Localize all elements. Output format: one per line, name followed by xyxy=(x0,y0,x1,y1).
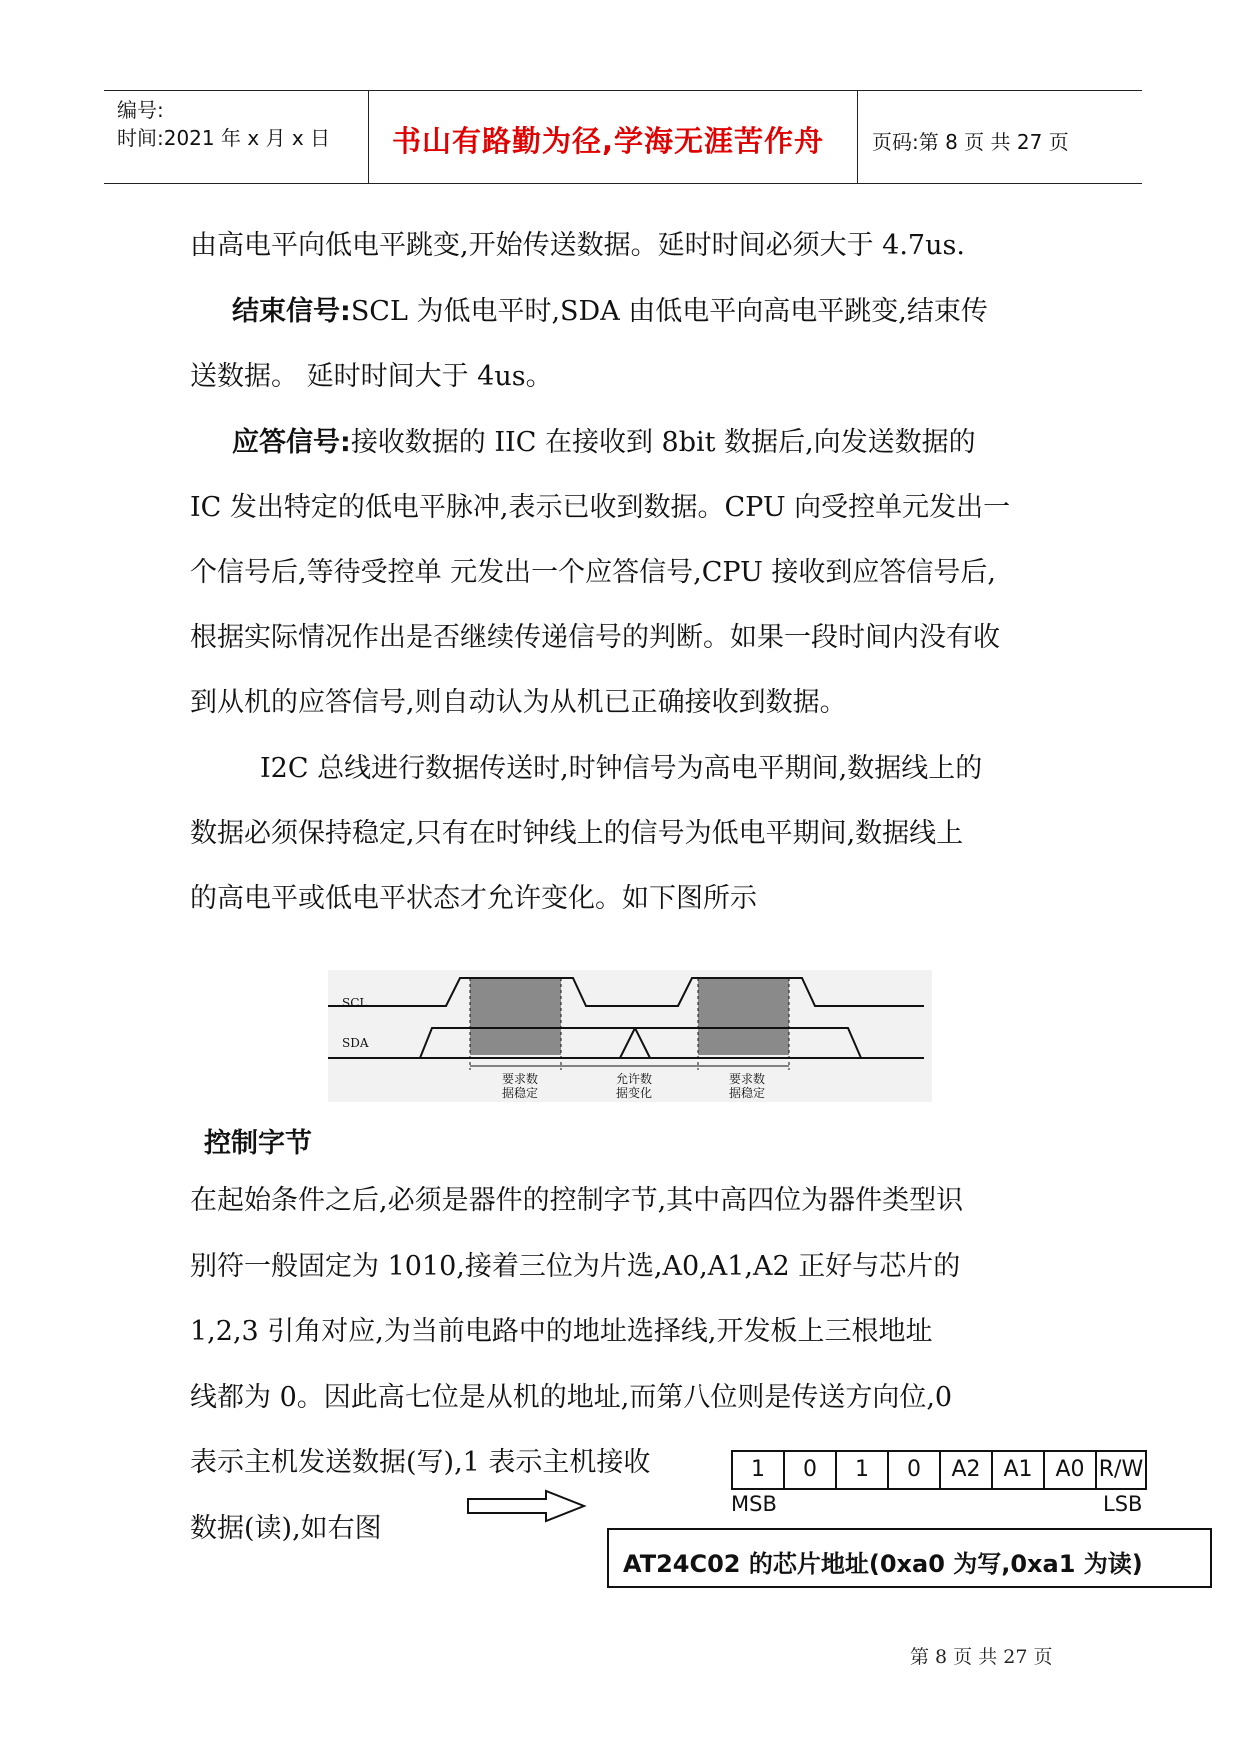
bit-cell: A0 xyxy=(1043,1450,1097,1490)
body-line xyxy=(232,429,976,456)
sda-label: SDA xyxy=(342,1036,369,1050)
body-text: SCL 为低电平时,SDA 由低电平向高电平跳变,结束传 xyxy=(350,296,988,327)
body-line: 表示主机发送数据(写),1 表示主机接收 xyxy=(190,1447,651,1478)
header-divider-left xyxy=(368,90,369,184)
sda-waveform-a xyxy=(328,1028,924,1058)
bit-cell: R/W xyxy=(1095,1450,1147,1490)
body-line: 的高电平或低电平状态才允许变化。如下图所示 xyxy=(190,883,757,914)
chip-address-caption-box xyxy=(607,1528,1212,1588)
stable-region-2 xyxy=(698,978,789,1055)
bit-cell: A1 xyxy=(991,1450,1045,1490)
i2c-timing-figure xyxy=(328,970,932,1102)
bit-cell: A2 xyxy=(939,1450,993,1490)
body-line: 在起始条件之后,必须是器件的控制字节,其中高四位为器件类型识 xyxy=(190,1185,964,1216)
header-page-label: 页码:第 8 页 共 27 页 xyxy=(872,130,1069,154)
control-byte-bits xyxy=(731,1450,1151,1490)
bit-cell: 1 xyxy=(835,1450,889,1490)
note-stable-2: 要求数 据稳定 xyxy=(728,1072,765,1100)
header-divider-right xyxy=(857,90,858,184)
body-line: 线都为 0。因此高七位是从机的地址,而第八位则是传送方向位,0 xyxy=(190,1382,953,1413)
note-stable-1: 要求数 据稳定 xyxy=(501,1072,538,1100)
body-line: 由高电平向低电平跳变,开始传送数据。延时时间必须大于 4.7us. xyxy=(190,230,965,261)
term-end-signal: 结束信号: xyxy=(232,296,351,327)
body-text: 接收数据的 IIC 在接收到 8bit 数据后,向发送数据的 xyxy=(350,427,976,458)
arrow-right-icon xyxy=(466,1489,588,1523)
scl-label: SCL xyxy=(342,996,368,1010)
body-line: 1,2,3 引角对应,为当前电路中的地址选择线,开发板上三根地址 xyxy=(190,1316,933,1347)
header-motto: 书山有路勤为径,学海无涯苦作舟 xyxy=(392,124,825,158)
body-line: IC 发出特定的低电平脉冲,表示已收到数据。CPU 向受控单元发出一 xyxy=(190,492,1011,523)
scl-waveform xyxy=(328,978,924,1006)
body-line: I2C 总线进行数据传送时,时钟信号为高电平期间,数据线上的 xyxy=(260,753,983,784)
bit-cell: 1 xyxy=(731,1450,785,1490)
body-line xyxy=(232,298,988,325)
body-line: 数据(读),如右图 xyxy=(190,1513,382,1544)
header-code-label: 编号: xyxy=(117,98,164,122)
header-bottom-rule xyxy=(104,183,1142,184)
body-line: 送数据。 延时时间大于 4us。 xyxy=(190,361,553,392)
term-ack-signal: 应答信号: xyxy=(232,427,351,458)
body-line: 数据必须保持稳定,只有在时钟线上的信号为低电平期间,数据线上 xyxy=(190,818,964,849)
header-top-rule xyxy=(104,90,1142,91)
body-line: 个信号后,等待受控单 元发出一个应答信号,CPU 接收到应答信号后, xyxy=(190,557,997,588)
bit-cell: 0 xyxy=(887,1450,941,1490)
body-line: 根据实际情况作出是否继续传递信号的判断。如果一段时间内没有收 xyxy=(190,622,1000,653)
bit-cell: 0 xyxy=(783,1450,837,1490)
body-line: 到从机的应答信号,则自动认为从机已正确接收到数据。 xyxy=(190,687,847,718)
lsb-label: LSB xyxy=(1103,1492,1143,1516)
footer-page-number: 第 8 页 共 27 页 xyxy=(910,1646,1053,1668)
stable-region-1 xyxy=(470,978,561,1055)
chip-address-caption: AT24C02 的芯片地址(0xa0 为写,0xa1 为读) xyxy=(623,1550,1143,1578)
header-time-label: 时间:2021 年 x 月 x 日 xyxy=(117,126,331,150)
note-change: 允许数 据变化 xyxy=(615,1072,652,1100)
body-line: 别符一般固定为 1010,接着三位为片选,A0,A1,A2 正好与芯片的 xyxy=(190,1251,961,1282)
section-title: 控制字节 xyxy=(204,1128,312,1159)
msb-label: MSB xyxy=(731,1492,777,1516)
